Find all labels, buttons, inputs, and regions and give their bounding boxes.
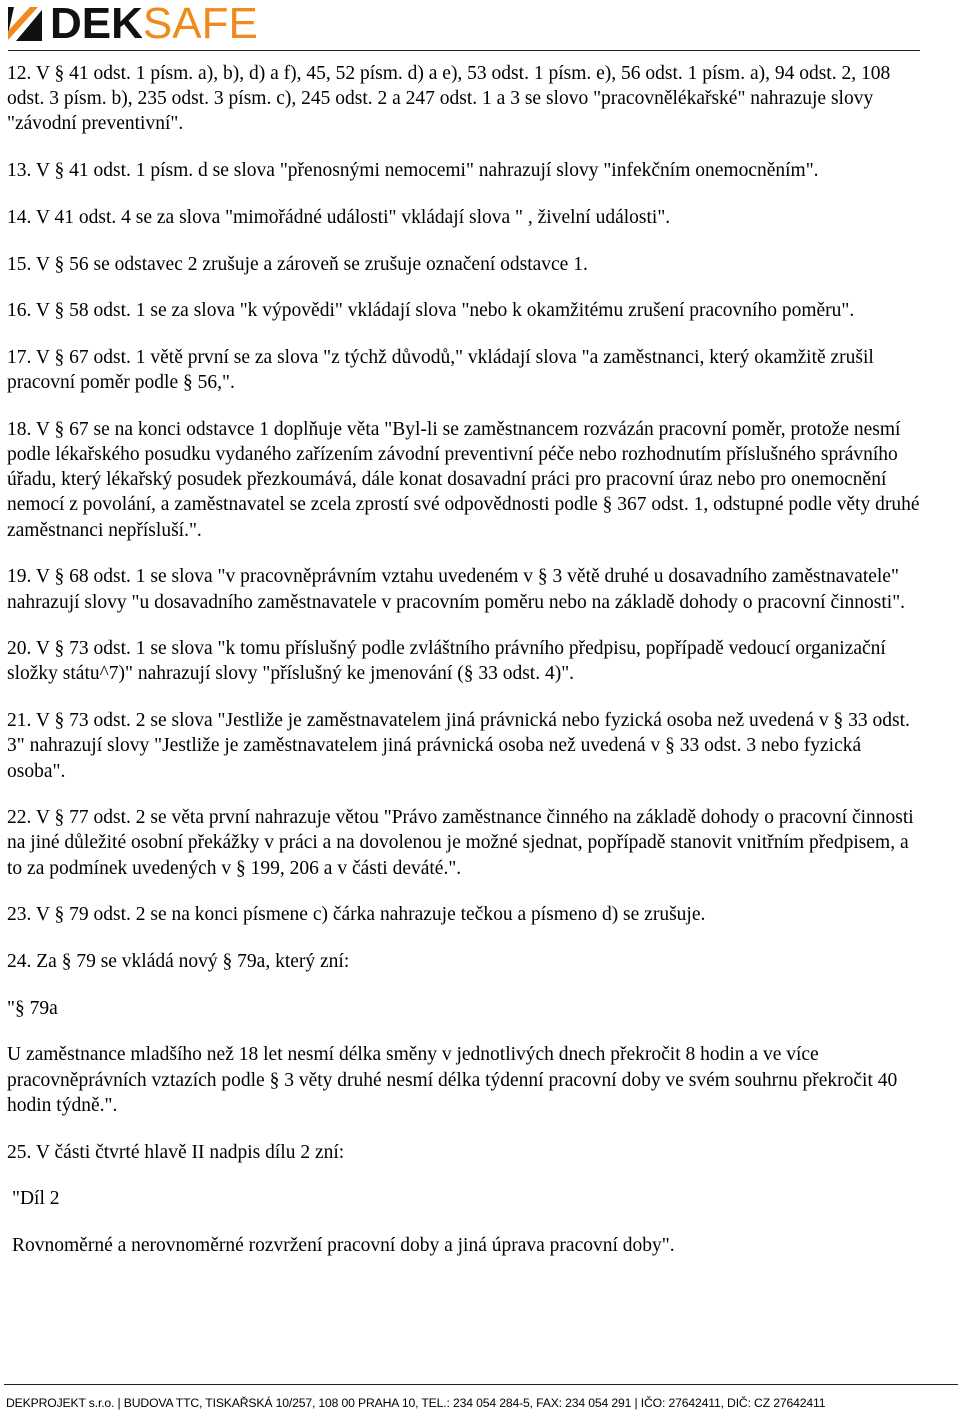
logo-dek-text: DEK bbox=[50, 0, 143, 48]
paragraph-24: 24. Za § 79 se vkládá nový § 79a, který zní: bbox=[7, 951, 350, 973]
page-header bbox=[8, 2, 920, 50]
header-divider bbox=[8, 50, 920, 51]
logo-mark-icon bbox=[8, 4, 48, 44]
paragraph-20: 20. V § 73 odst. 1 se slova "k tomu příslušný podle zvláštního právního předpisu, popřípadě vedoucí organizační složky státu^7)" nahrazují slovy "příslušný ke jmenování (§ 33 odst. 4)". bbox=[7, 638, 886, 685]
paragraph-23: 23. V § 79 odst. 2 se na konci písmene c) čárka nahrazuje tečkou a písmeno d) se zrušuje. bbox=[7, 904, 706, 926]
section-79a-text: U zaměstnance mladšího než 18 let nesmí délka směny v jednotlivých dnech překročit 8 hodin a ve více pracovněprávních vztazích podle § 3 věty druhé nesmí délka týdenní pracovní doby ve svém souhrnu překročit 40 hodin týdně.". bbox=[7, 1044, 898, 1116]
part-2-heading: "Díl 2 bbox=[12, 1188, 60, 1210]
paragraph-18: 18. V § 67 se na konci odstavce 1 doplňuje věta "Byl-li se zaměstnancem rozvázán pracovní poměr, protože nesmí podle lékařského posudku vydaného zařízením závodní preventivní péče nebo rozhodnutím příslušného správního úřadu, který lékařský posudek přezkoumává, dále konat dosavadní práci pro pracovní úraz nebo pro onemocnění nemocí z povolání, a zaměstnavatel se zcela zprostí své odpovědnosti podle § 367 odst. 1, odstupné podle věty druhé zaměstnanci nepřísluší.". bbox=[7, 418, 920, 541]
section-79a-heading: "§ 79a bbox=[7, 997, 58, 1019]
paragraph-22: 22. V § 77 odst. 2 se věta první nahrazuje větou "Právo zaměstnance činného na základě dohody o pracovní činnosti na jiné důležité osobní překážky v práci a na dovolenou je možné sjednat, popřípadě stanovit vnitřním předpisem, a to za podmínek uvedených v § 199, 206 a v části deváté.". bbox=[7, 807, 914, 879]
paragraph-14: 14. V 41 odst. 4 se za slova "mimořádné události" vkládají slova " , živelní události". bbox=[7, 206, 671, 228]
footer-divider bbox=[4, 1384, 958, 1385]
paragraph-13: 13. V § 41 odst. 1 písm. d se slova "přenosnými nemocemi" nahrazují slovy "infekčním onemocněním". bbox=[7, 160, 819, 182]
part-2-title: Rovnoměrné a nerovnoměrné rozvržení pracovní doby a jiná úprava pracovní doby". bbox=[12, 1235, 675, 1256]
paragraph-25: 25. V části čtvrté hlavě II nadpis dílu 2 zní: bbox=[7, 1141, 345, 1163]
page-footer: DEKPROJEKT s.r.o. | BUDOVA TTC, TISKAŘSKÁ 10/257, 108 00 PRAHA 10, TEL.: 234 054 284-5, FAX: 234 054 291 | IČO: 27642411, DIČ: CZ 27642411 bbox=[6, 1396, 826, 1410]
paragraph-12: 12. V § 41 odst. 1 písm. a), b), d) a f), 45, 52 písm. d) a e), 53 odst. 1 písm. e), 56 odst. 1 písm. a), 94 odst. 2, 108 odst. 3 písm. b), 235 odst. 3 písm. c), 245 odst. 2 a 247 odst. 1 a 3 se slovo "pracovnělékařské" nahrazuje slovy "závodní preventivní". bbox=[7, 63, 891, 135]
paragraph-15: 15. V § 56 se odstavec 2 zrušuje a zároveň se zrušuje označení odstavce 1. bbox=[7, 253, 588, 275]
paragraph-16: 16. V § 58 odst. 1 se za slova "k výpovědi" vkládají slova "nebo k okamžitému zrušení pracovního poměru". bbox=[7, 300, 855, 322]
paragraph-21: 21. V § 73 odst. 2 se slova "Jestliže je zaměstnavatelem jiná právnická nebo fyzická osoba než uvedená v § 33 odst. 3" nahrazují slovy "Jestliže je zaměstnavatelem jiná právnická osoba než uvedená v § 33 odst. 3 nebo fyzická osoba". bbox=[7, 710, 910, 782]
document-body bbox=[7, 61, 922, 1280]
paragraph-19: 19. V § 68 odst. 1 se slova "v pracovněprávním vztahu uvedeném v § 3 větě druhé u dosavadního zaměstnavatele" nahrazují slovy "u dosavadního zaměstnavatele v pracovním poměru nebo na základě dohody o pracovní činnosti". bbox=[7, 566, 906, 613]
logo-wordmark bbox=[50, 2, 258, 46]
logo-safe-text: SAFE bbox=[142, 0, 258, 48]
dek-safe-logo bbox=[8, 2, 258, 46]
paragraph-17: 17. V § 67 odst. 1 větě první se za slova "z týchž důvodů," vkládají slova "a zaměstnanci, který okamžitě zrušil pracovní poměr podle § 56,". bbox=[7, 346, 874, 394]
